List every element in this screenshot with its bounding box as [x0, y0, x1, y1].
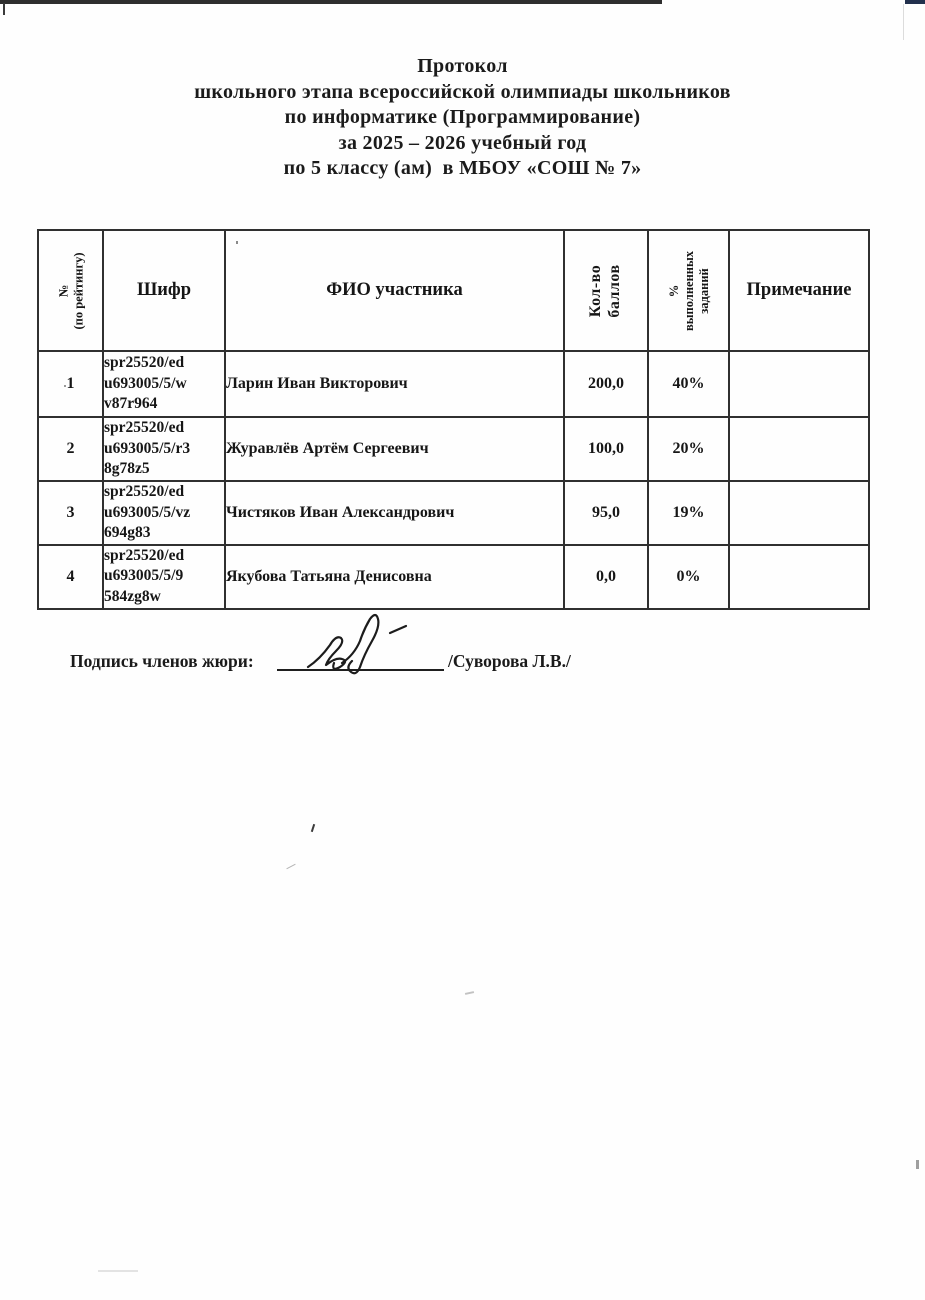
scan-speck: [286, 864, 295, 870]
cell-note: [729, 481, 869, 545]
scan-speck: [98, 1270, 138, 1272]
header-cipher: Шифр: [103, 230, 225, 351]
title-line-5: по 5 классу (ам) в МБОУ «СОШ № 7»: [283, 157, 642, 179]
table-row: [38, 545, 869, 609]
header-percent-rotated-text: % выполненных заданий: [666, 250, 710, 331]
cell-score: 95,0: [564, 481, 648, 545]
table-row: [38, 481, 869, 545]
scan-edge-top: [0, 0, 662, 4]
cell-participant-name: Журавлёв Артём Сергеевич: [225, 417, 564, 481]
cell-cipher: spr25520/ed u693005/5/w v87r964: [103, 351, 225, 417]
header-percent: [648, 230, 729, 351]
title-line-2: школьного этапа всероссийской олимпиады школьников: [194, 80, 731, 103]
cell-rank: 4: [38, 545, 103, 609]
handwritten-signature: [298, 608, 418, 680]
cell-cipher: spr25520/ed u693005/5/vz 694g83: [103, 481, 225, 545]
header-rank: [38, 230, 103, 351]
cell-note: [729, 417, 869, 481]
cell-cipher: spr25520/ed u693005/5/r3 8g78z5: [103, 417, 225, 481]
document-title: [0, 54, 925, 182]
header-rank-rotated-text: № (по рейтингу): [55, 251, 85, 330]
header-note: Примечание: [729, 230, 869, 351]
table-row: [38, 417, 869, 481]
title-line-1: Протокол: [417, 55, 508, 77]
scan-speck: [465, 991, 474, 995]
cell-participant-name: Якубова Татьяна Денисовна: [225, 545, 564, 609]
jury-member-name: /Суворова Л.В./: [448, 651, 571, 671]
cell-percent: 20%: [648, 417, 729, 481]
cell-score: 100,0: [564, 417, 648, 481]
scan-edge-left: [3, 3, 5, 15]
cell-percent: 0%: [648, 545, 729, 609]
header-participant-name: ФИО участника: [225, 230, 564, 351]
cell-participant-name: Ларин Иван Викторович: [225, 351, 564, 417]
cell-cipher: spr25520/ed u693005/5/9 584zg8w: [103, 545, 225, 609]
title-line-3: по информатике (Программирование): [284, 106, 641, 128]
header-score: [564, 230, 648, 351]
scan-streak-right: [903, 4, 904, 40]
cell-note: [729, 351, 869, 417]
scan-speck: [916, 1160, 919, 1169]
cell-note: [729, 545, 869, 609]
results-table: [37, 229, 870, 610]
table-row: [38, 351, 869, 417]
cell-score: 0,0: [564, 545, 648, 609]
cell-rank: 1: [38, 351, 103, 417]
scan-edge-top-right: [905, 0, 925, 4]
cell-rank: 3: [38, 481, 103, 545]
cell-participant-name: Чистяков Иван Александрович: [225, 481, 564, 545]
title-line-4: за 2025 – 2026 учебный год: [338, 131, 587, 154]
cell-percent: 19%: [648, 481, 729, 545]
cell-score: 200,0: [564, 351, 648, 417]
cell-percent: 40%: [648, 351, 729, 417]
signature-label: Подпись членов жюри:: [70, 651, 254, 671]
scan-speck: [311, 824, 315, 832]
header-score-rotated-text: Кол-во баллов: [587, 263, 623, 318]
table-header-row: [38, 230, 869, 351]
cell-rank: 2: [38, 417, 103, 481]
